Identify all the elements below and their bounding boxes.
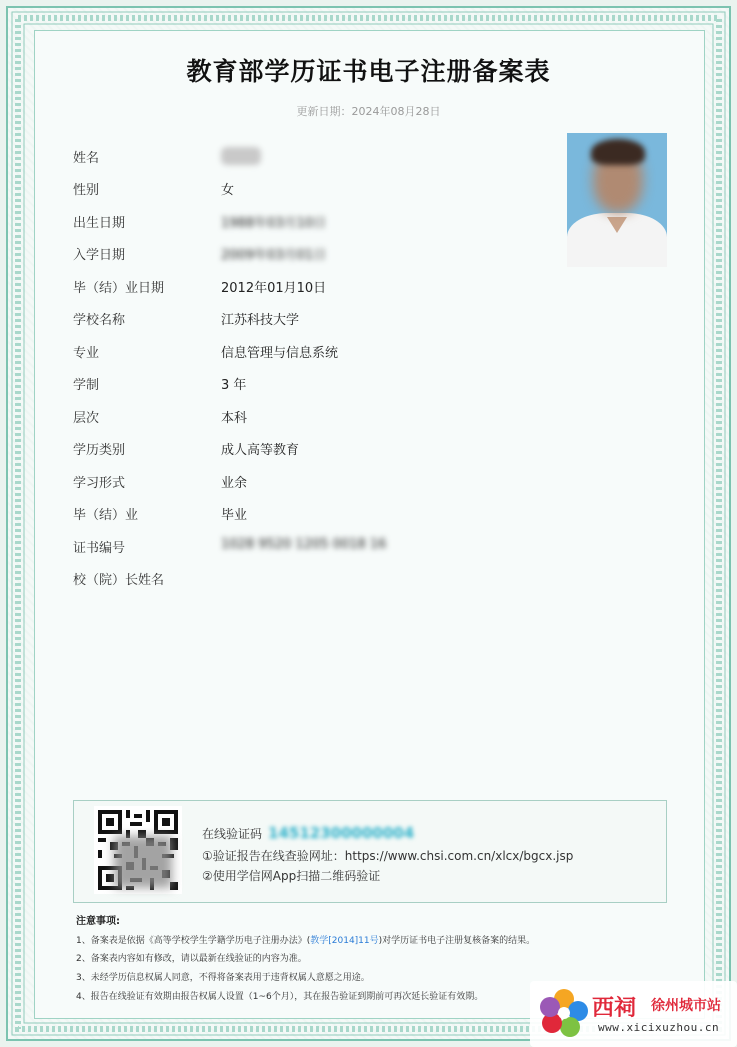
verification-code-value[interactable]: 14512300000004	[268, 824, 415, 842]
field-value: 本科	[221, 411, 248, 426]
field-value: 1028 9520 1205 0018 16	[221, 537, 387, 552]
note-item-4: 4、报告在线验证有效期由报告权属人设置（1~6个月），其在报告验证到期前可再次延长验证有效期。	[76, 992, 484, 1002]
note-text: 1、备案表是依据《高等学校学生学籍学历电子注册办法》(	[76, 936, 311, 946]
notes-title: 注意事项:	[76, 916, 120, 927]
field-label: 入学日期	[73, 248, 126, 263]
field-label: 证书编号	[73, 541, 126, 556]
flower-logo-icon	[536, 985, 592, 1041]
field-value: 业余	[221, 476, 248, 491]
field-label: 专业	[73, 346, 100, 361]
field-label: 学校名称	[73, 313, 126, 328]
field-value-name-blurred	[221, 147, 261, 165]
field-value: 2012年01月10日	[221, 281, 327, 296]
note-text: )对学历证书电子注册复核备案的结果。	[378, 936, 536, 946]
verification-url-line[interactable]: ①验证报告在线查验网址：https://www.chsi.com.cn/xlcx/bgcx.jsp	[202, 849, 574, 863]
watermark	[530, 981, 737, 1047]
field-label: 学习形式	[73, 476, 126, 491]
field-value: 信息管理与信息系统	[221, 346, 339, 361]
watermark-brand: 西祠	[592, 996, 637, 1021]
watermark-url: www.xicixuzhou.cn	[598, 1021, 720, 1034]
note-item-3: 3、未经学历信息权属人同意，不得将备案表用于违背权属人意愿之用途。	[76, 973, 370, 983]
field-label: 学历类别	[73, 443, 126, 458]
verification-code-label: 在线验证码	[202, 827, 263, 841]
field-value: 成人高等教育	[221, 443, 300, 458]
verification-code-line	[202, 824, 414, 842]
watermark-site: 徐州城市站	[651, 998, 721, 1014]
note-item-2: 2、备案表内容如有修改，请以最新在线验证的内容为准。	[76, 954, 307, 964]
field-label: 学制	[73, 378, 100, 393]
update-date: 更新日期：2024年08月28日	[296, 105, 441, 118]
field-value: 毕业	[221, 508, 248, 523]
note-item-1	[76, 933, 535, 946]
field-label: 毕（结）业	[73, 508, 139, 523]
field-label: 出生日期	[73, 216, 126, 231]
note-link-regulation[interactable]: 教学[2014]11号	[310, 936, 379, 946]
document-title: 教育部学历证书电子注册备案表	[186, 57, 551, 86]
field-value: 1988年03月10日	[221, 216, 327, 231]
qr-code[interactable]	[94, 806, 182, 894]
field-value: 2009年03月01日	[221, 248, 327, 263]
field-value: 江苏科技大学	[221, 313, 300, 328]
field-value: 3 年	[221, 378, 247, 393]
field-label: 姓名	[73, 151, 100, 166]
field-label: 层次	[73, 411, 100, 426]
id-photo	[567, 133, 667, 267]
field-value: 女	[221, 183, 235, 198]
field-label: 性别	[73, 183, 100, 198]
field-label: 校（院）长姓名	[73, 573, 165, 588]
field-label: 毕（结）业日期	[73, 281, 165, 296]
verification-app-line: ②使用学信网App扫描二维码验证	[202, 869, 381, 883]
